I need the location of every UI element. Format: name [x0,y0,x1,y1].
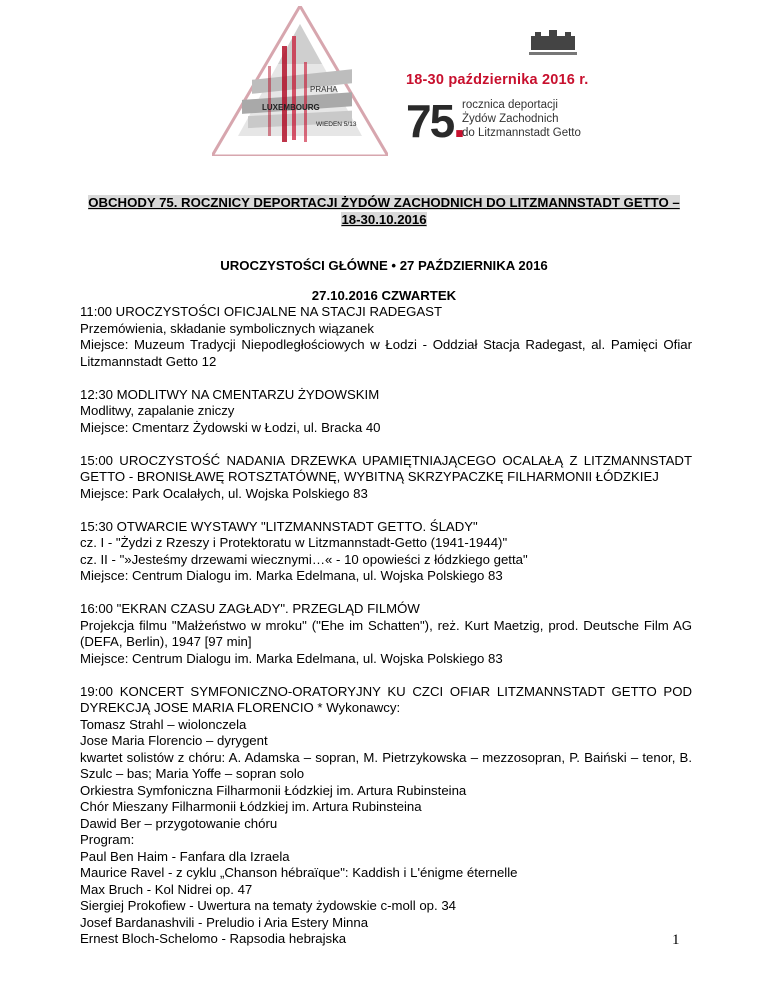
event-line: Siergiej Prokofiew - Uwertura na tematy żydowskie c-moll op. 34 [80,898,456,913]
event-line: Chór Mieszany Filharmonii Łódzkiej im. Artura Rubinsteina [80,799,422,814]
event-block [80,519,692,585]
anniversary-number: 75. [406,95,464,147]
subtitle-line: do Litzmannstadt Getto [462,127,581,139]
event-line: Projekcja filmu "Małżeństwo w mroku" ("Ehe im Schatten"), reż. Kurt Maetzig, prod. Deutsche Film AG (DEFA, Berlin), 1947 [97 min] [80,617,692,649]
event-line: Miejsce: Cmentarz Żydowski w Łodzi, ul. Bracka 40 [80,419,381,435]
event-line: cz. II - "»Jesteśmy drzewami wiecznymi…« - 10 opowieści z łódzkiego getta" [80,551,528,567]
event-line: kwartet solistów z chóru: A. Adamska – sopran, M. Pietrzykowska – mezzosopran, P. Baiński – tenor, B. Szulc – bas; Maria Yoffe – sopran solo [80,749,692,781]
event-line: Program: [80,832,135,847]
anniversary-subtitle [462,98,581,140]
event-block [80,453,692,503]
event-heading: 11:00 UROCZYSTOŚCI OFICJALNE NA STACJI RADEGAST [80,304,443,319]
triangle-word-luxembourg: LUXEMBOURG [262,103,320,112]
subtitle-line: Żydów Zachodnich [462,113,559,125]
event-line: Miejsce: Park Ocalałych, ul. Wojska Polskiego 83 [80,485,368,501]
event-line: Miejsce: Centrum Dialogu im. Marka Edelmana, ul. Wojska Polskiego 83 [80,650,503,666]
event-line: cz. I - "Żydzi z Rzeszy i Protektoratu w Litzmannstadt-Getto (1941-1944)" [80,535,508,550]
event-heading: 15:30 OTWARCIE WYSTAWY "LITZMANNSTADT GETTO. ŚLADY" [80,518,478,534]
event-line: Przemówienia, składanie symbolicznych wiązanek [80,320,374,336]
event-heading: 15:00 UROCZYSTOŚĆ NADANIA DRZEWKA UPAMIĘTNIAJĄCEGO OCALAŁĄ Z LITZMANNSTADT GETTO - BRONISŁAWĘ ROTSZTATÓWNĘ, WYBITNĄ SKRZYPACZKĘ FILHARMONII ŁÓDZKIEJ [80,452,692,484]
event-heading: 19:00 KONCERT SYMFONICZNO-ORATORYJNY KU CZCI OFIAR LITZMANNSTADT GETTO POD DYREKCJĄ JOSE MARIA FLORENCIO * Wykonawcy: [80,683,692,715]
document-subtitle: UROCZYSTOŚCI GŁÓWNE • 27 PAŹDZIERNIKA 2016 [220,258,548,273]
document-title: OBCHODY 75. ROCZNICY DEPORTACJI ŻYDÓW ZACHODNICH DO LITZMANNSTADT GETTO – 18-30.10.2016 [88,195,680,227]
event-line: Tomasz Strahl – wiolonczela [80,716,247,732]
institution-seal [525,28,581,58]
event-line: Miejsce: Muzeum Tradycji Niepodległościowych w Łodzi - Oddział Stacja Radegast, al. Pamięci Ofiar Litzmannstadt Getto 12 [80,337,692,369]
event-line: Maurice Ravel - z cyklu „Chanson hébraïque": Kaddish i L'énigme éternelle [80,865,518,880]
subtitle-line: rocznica deportacji [462,99,558,111]
event-line: Miejsce: Centrum Dialogu im. Marka Edelmana, ul. Wojska Polskiego 83 [80,568,503,583]
event-line: Ernest Bloch-Schelomo - Rapsodia hebrajska [80,931,347,946]
event-line: Max Bruch - Kol Nidrei op. 47 [80,881,253,897]
triangle-logo [212,6,388,156]
event-heading: 12:30 MODLITWY NA CMENTARZU ŻYDOWSKIM [80,386,380,402]
event-line: Modlitwy, zapalanie zniczy [80,403,235,418]
day-heading: 27.10.2016 CZWARTEK [311,288,457,303]
events-list [80,304,692,964]
event-dates: 18-30 października 2016 r. [406,72,589,88]
event-line: Paul Ben Haim - Fanfara dla Izraela [80,848,290,864]
event-block [80,304,692,370]
event-block [80,684,692,948]
event-block [80,601,692,667]
event-line: Orkiestra Symfoniczna Filharmonii Łódzkiej im. Artura Rubinsteina [80,782,467,798]
page-header [0,0,768,170]
event-line: Dawid Ber – przygotowanie chóru [80,815,278,831]
event-block [80,387,692,437]
triangle-word-wieden: WIEDEN 5/13 [316,121,357,128]
triangle-word-praha: PRAHA [310,85,338,94]
page-number: 1 [672,932,680,948]
event-heading: 16:00 "EKRAN CZASU ZAGŁADY". PRZEGLĄD FILMÓW [80,601,420,616]
event-line: Josef Bardanashvili - Preludio i Aria Estery Minna [80,914,369,930]
event-line: Jose Maria Florencio – dyrygent [80,733,268,748]
